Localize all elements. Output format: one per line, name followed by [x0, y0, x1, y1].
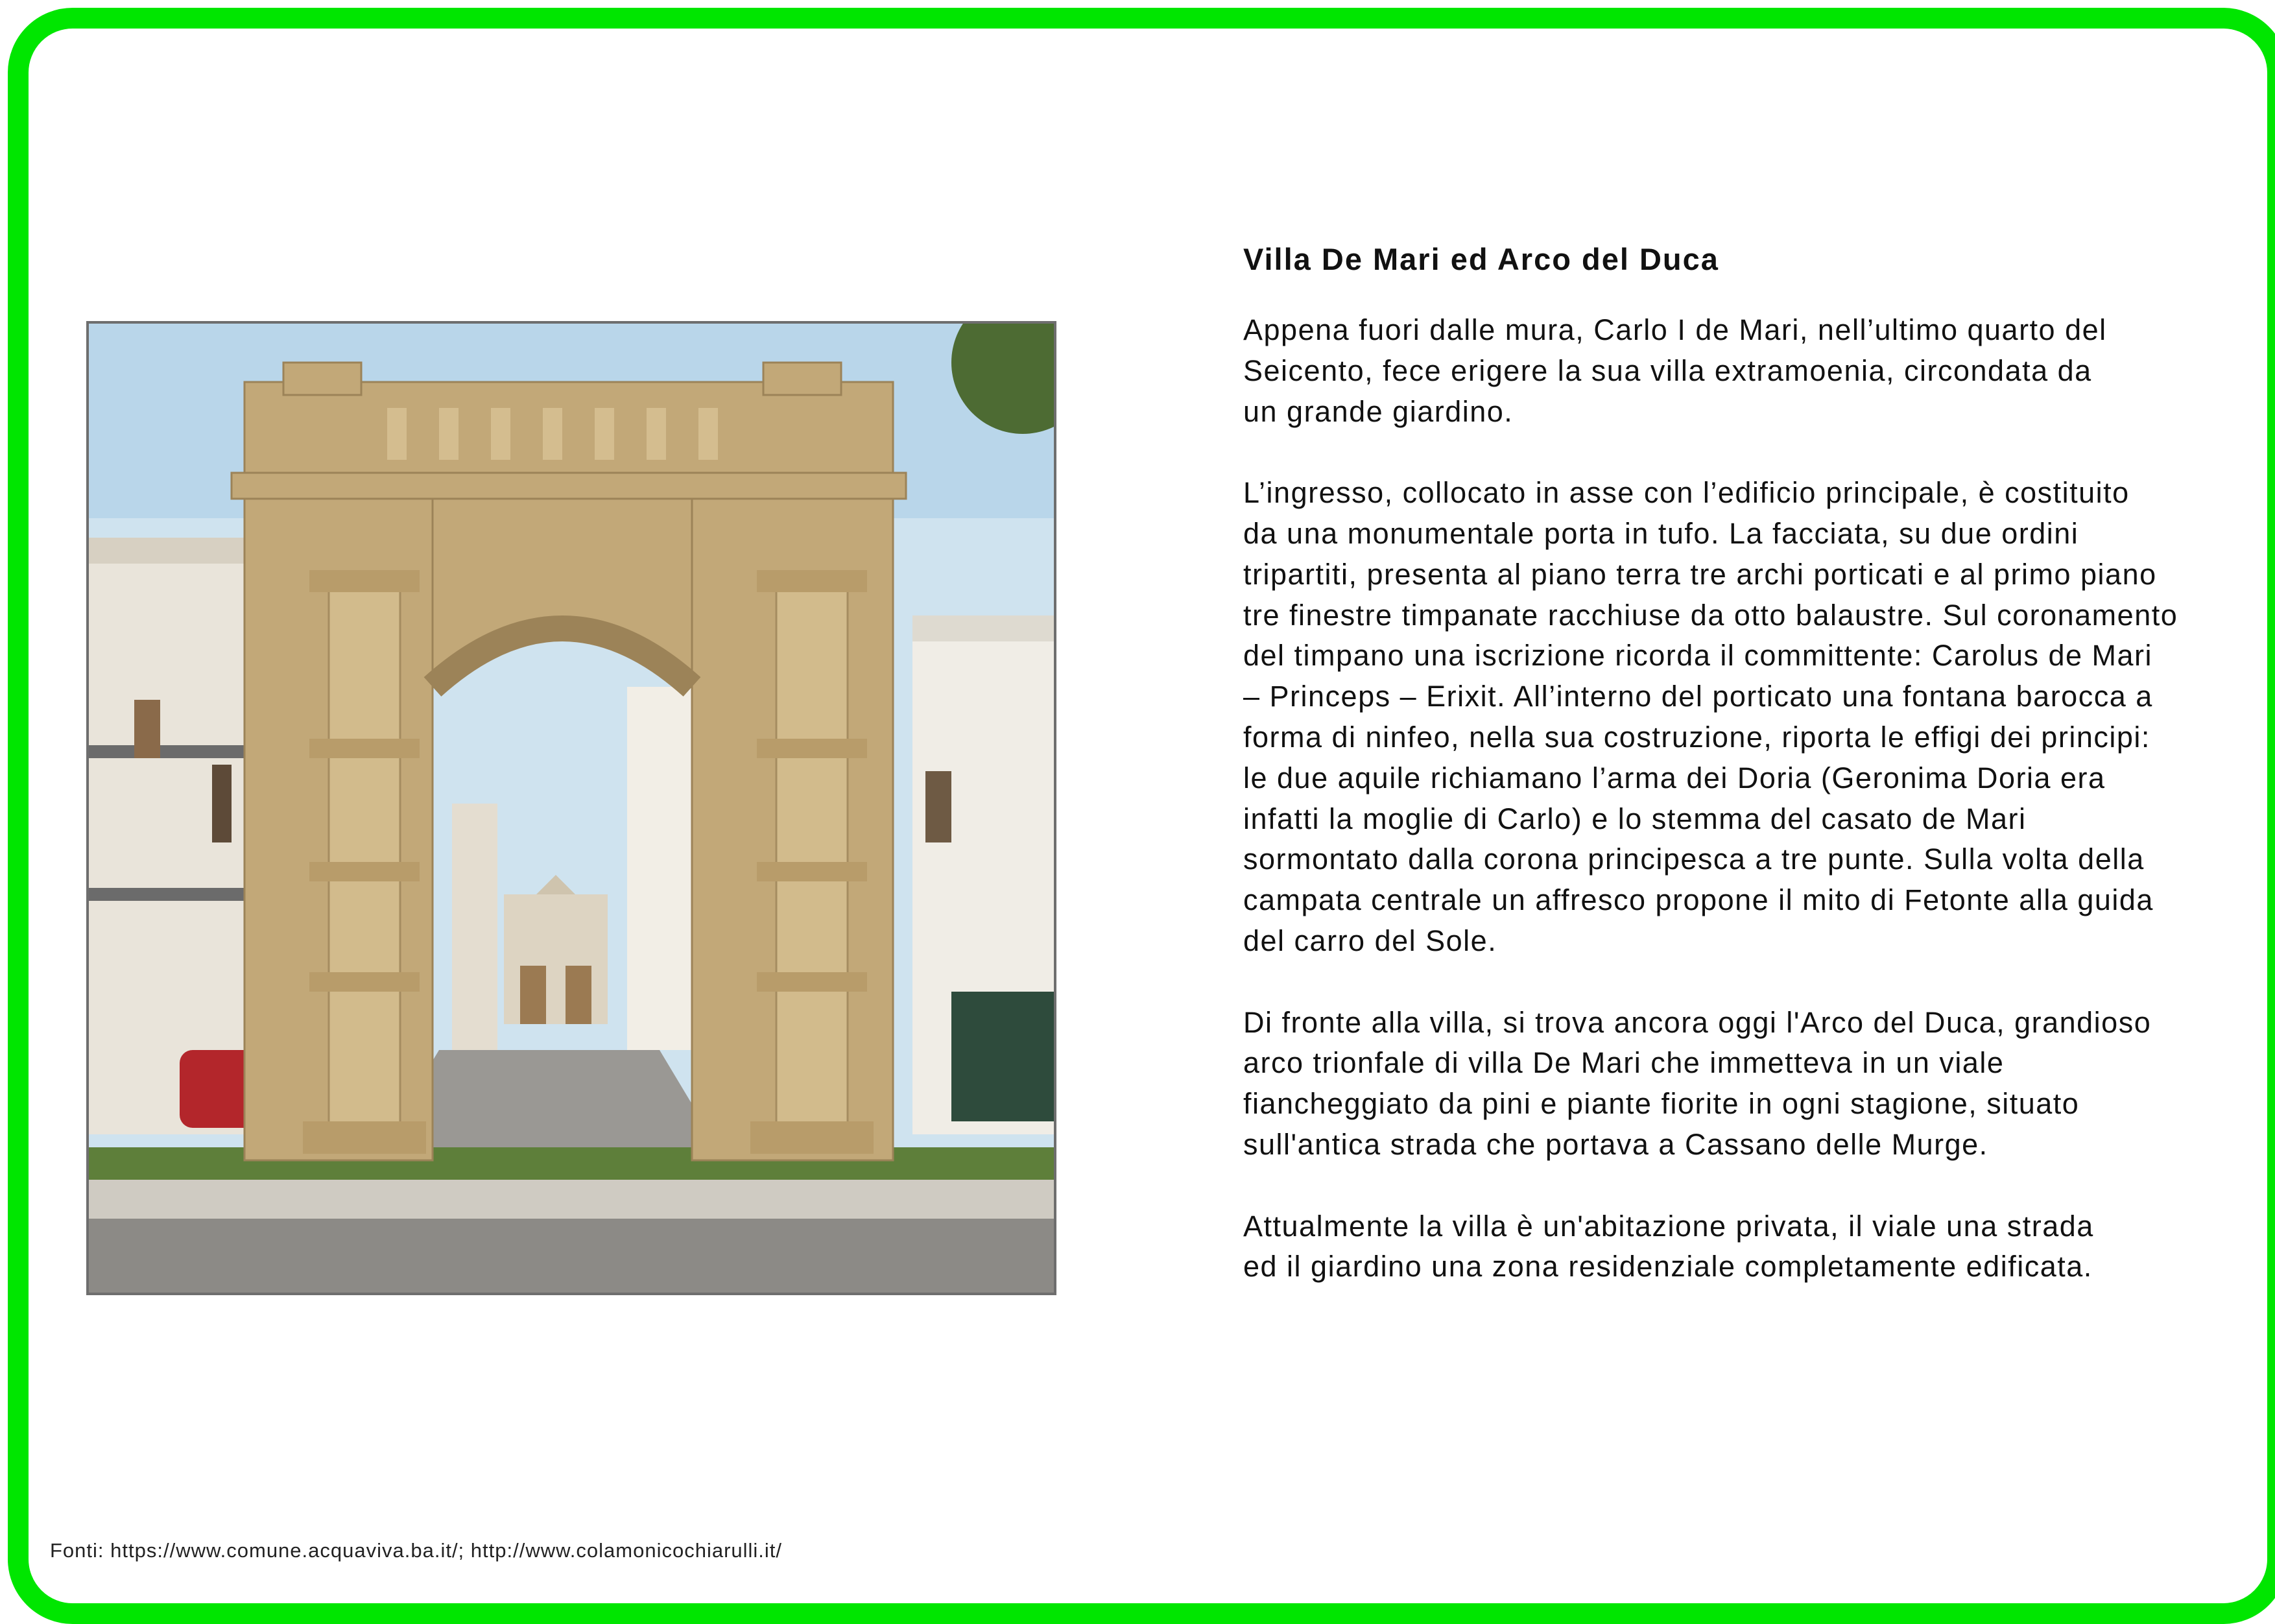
text-line: Di fronte alla villa, si trova ancora oggi l'Arco del Duca, grandioso — [1243, 1005, 2152, 1039]
text-line: L’ingresso, collocato in asse con l’edificio principale, è costituito — [1243, 476, 2130, 510]
sources-footnote: Fonti: https://www.comune.acquaviva.ba.it/; http://www.colamonicochiarulli.it/ — [50, 1539, 783, 1562]
text-line: infatti la moglie di Carlo) e lo stemma del casato de Mari — [1243, 802, 2027, 835]
text-line: da una monumentale porta in tufo. La facciata, su due ordini — [1243, 516, 2079, 550]
paragraph-1 — [1243, 310, 2242, 432]
paragraph-4 — [1243, 1206, 2242, 1288]
arch-photo-icon — [89, 324, 1054, 1293]
text-line: arco trionfale di villa De Mari che immetteva in un viale — [1243, 1046, 2005, 1080]
arch-photo — [86, 321, 1056, 1295]
text-line: – Princeps – Erixit. All’interno del porticato una fontana barocca a — [1243, 680, 2153, 713]
text-line: del carro del Sole. — [1243, 924, 1497, 957]
text-line: tre finestre timpanate racchiuse da otto balaustre. Sul coronamento — [1243, 598, 2178, 632]
text-line: tripartiti, presenta al piano terra tre archi porticati e al primo piano — [1243, 557, 2157, 591]
paragraph-3 — [1243, 1003, 2242, 1165]
text-line: sormontato dalla corona principesca a tre punte. Sulla volta della — [1243, 842, 2145, 876]
description-text — [1243, 310, 2242, 1328]
text-line: un grande giardino. — [1243, 394, 1514, 428]
page-title: Villa De Mari ed Arco del Duca — [1243, 242, 1719, 276]
text-line: ed il giardino una zona residenziale completamente edificata. — [1243, 1250, 2093, 1284]
text-line: Attualmente la villa è un'abitazione privata, il viale una strada — [1243, 1209, 2094, 1243]
text-line: le due aquile richiamano l’arma dei Doria (Geronima Doria era — [1243, 761, 2106, 794]
paragraph-2 — [1243, 473, 2242, 962]
text-line: campata centrale un affresco propone il mito di Fetonte alla guida — [1243, 883, 2154, 917]
text-line: Seicento, fece erigere la sua villa extramoenia, circondata da — [1243, 353, 2092, 387]
text-line: del timpano una iscrizione ricorda il committente: Carolus de Mari — [1243, 639, 2153, 673]
text-line: fiancheggiato da pini e piante fiorite in ogni stagione, situato — [1243, 1087, 2080, 1121]
text-line: forma di ninfeo, nella sua costruzione, riporta le effigi dei principi: — [1243, 720, 2150, 754]
text-line: sull'antica strada che portava a Cassano delle Murge. — [1243, 1127, 1988, 1161]
text-line: Appena fuori dalle mura, Carlo I de Mari, nell’ultimo quarto del — [1243, 313, 2107, 346]
